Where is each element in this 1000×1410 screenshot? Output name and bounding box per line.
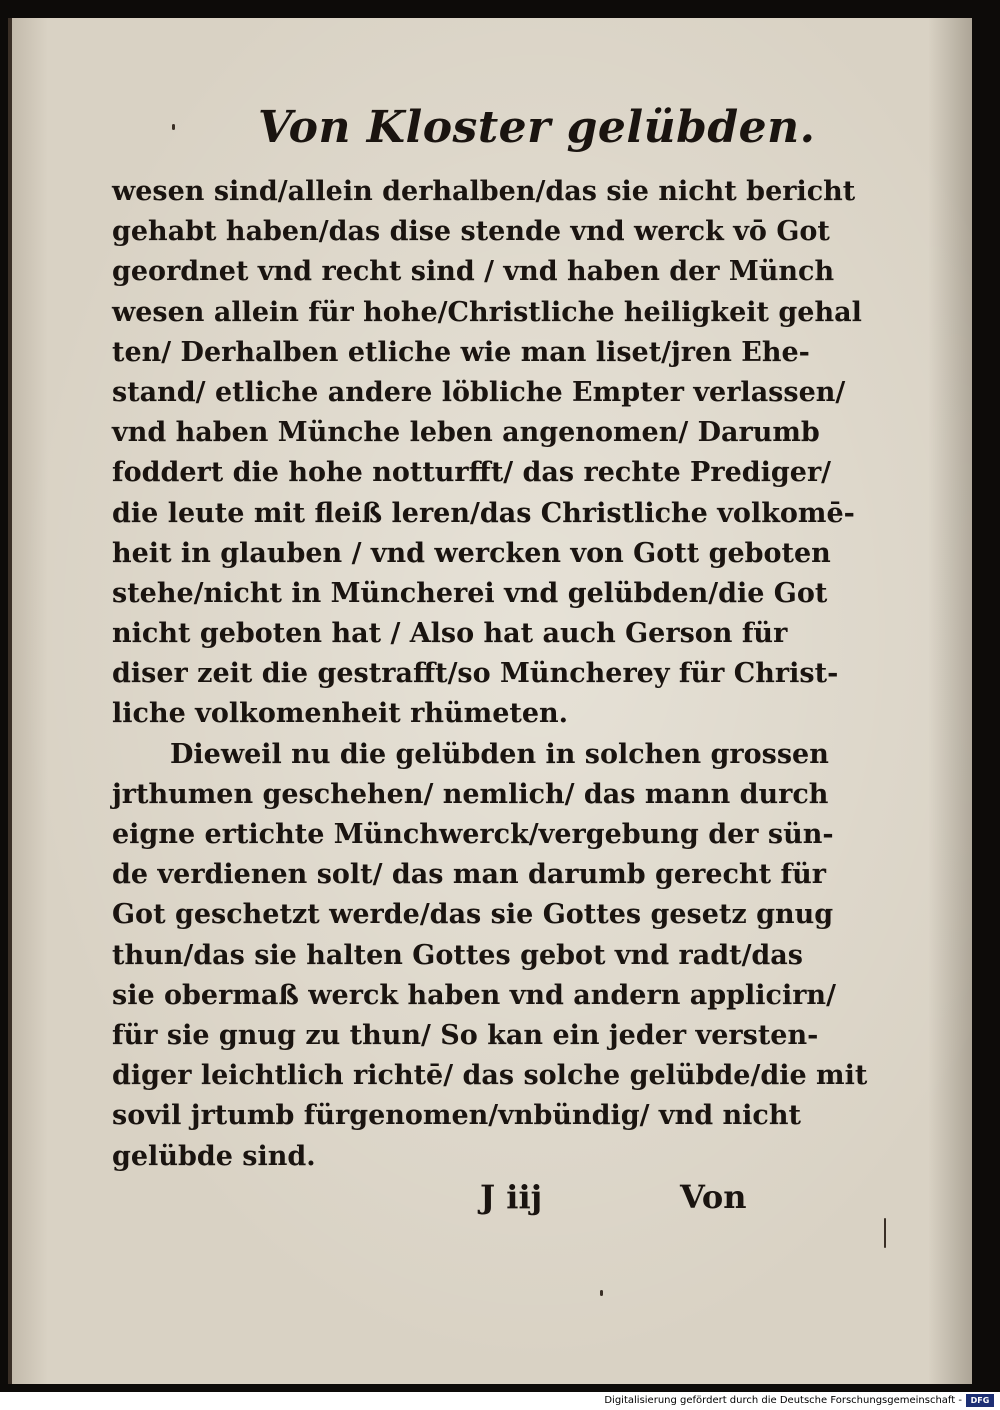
text-line: nicht geboten hat / Also hat auch Gerson für bbox=[112, 618, 788, 650]
signature-mark: J iij bbox=[480, 1178, 543, 1216]
text-line: geordnet vnd recht sind / vnd haben der Münch bbox=[112, 256, 835, 288]
text-line: wesen allein für hohe/Christliche heiligkeit gehal bbox=[112, 296, 862, 328]
text-line: eigne ertichte Münchwerck/vergebung der sün- bbox=[112, 819, 834, 850]
text-line: sovil jrtumb fürgenomen/vnbündig/ vnd nicht bbox=[112, 1100, 801, 1132]
text-line: gehabt haben/das dise stende vnd werck vō Got bbox=[112, 216, 830, 248]
text-line: stand/ etliche andere löbliche Empter verlassen/ bbox=[112, 376, 846, 408]
text-line: jrthumen geschehen/ nemlich/ das mann durch bbox=[112, 778, 829, 810]
funding-credit: Digitalisierung gefördert durch die Deutsche Forschungsgemeinschaft - bbox=[604, 1395, 962, 1406]
text-line: sie obermaß werck haben vnd andern applicirn/ bbox=[112, 979, 836, 1011]
ink-speck bbox=[172, 124, 175, 130]
text-line: die leute mit fleiß leren/das Christliche volkomē- bbox=[112, 497, 855, 529]
text-line: diger leichtlich richtē/ das solche gelübde/die mit bbox=[112, 1060, 868, 1092]
text-line: thun/das sie halten Gottes gebot vnd radt/das bbox=[112, 939, 804, 971]
text-line: heit in glauben / vnd wercken von Gott geboten bbox=[112, 537, 831, 569]
text-line: foddert die hohe notturfft/ das rechte Prediger/ bbox=[112, 457, 832, 489]
text-line: ten/ Derhalben etliche wie man liset/jren Ehe- bbox=[112, 336, 810, 368]
ink-speck bbox=[600, 1290, 603, 1296]
text-line: liche volkomenheit rhümeten. bbox=[112, 698, 569, 730]
dfg-logo: DFG bbox=[966, 1394, 994, 1407]
text-line: Got geschetzt werde/das sie Gottes gesetz gnug bbox=[112, 899, 834, 931]
catchword: Von bbox=[680, 1178, 747, 1216]
text-line: vnd haben Münche leben angenomen/ Darumb bbox=[112, 417, 820, 449]
text-line: gelübde sind. bbox=[112, 1140, 316, 1172]
ink-speck bbox=[884, 1218, 886, 1248]
text-line: stehe/nicht in Müncherei vnd gelübden/die Got bbox=[112, 577, 828, 609]
text-line: für sie gnug zu thun/ So kan ein jeder versten- bbox=[112, 1019, 819, 1051]
text-line: wesen sind/allein derhalben/das sie nicht bericht bbox=[112, 176, 856, 207]
text-line: diser zeit die gestrafft/so Müncherey für Christ- bbox=[112, 658, 839, 690]
body-text bbox=[112, 172, 868, 1177]
text-line: Dieweil nu die gelübden in solchen grossen bbox=[170, 738, 829, 770]
running-head: Von Kloster gelübden. bbox=[258, 102, 816, 153]
text-line: de verdienen solt/ das man darumb gerecht für bbox=[112, 859, 826, 891]
page-binding-edge bbox=[8, 18, 12, 1384]
